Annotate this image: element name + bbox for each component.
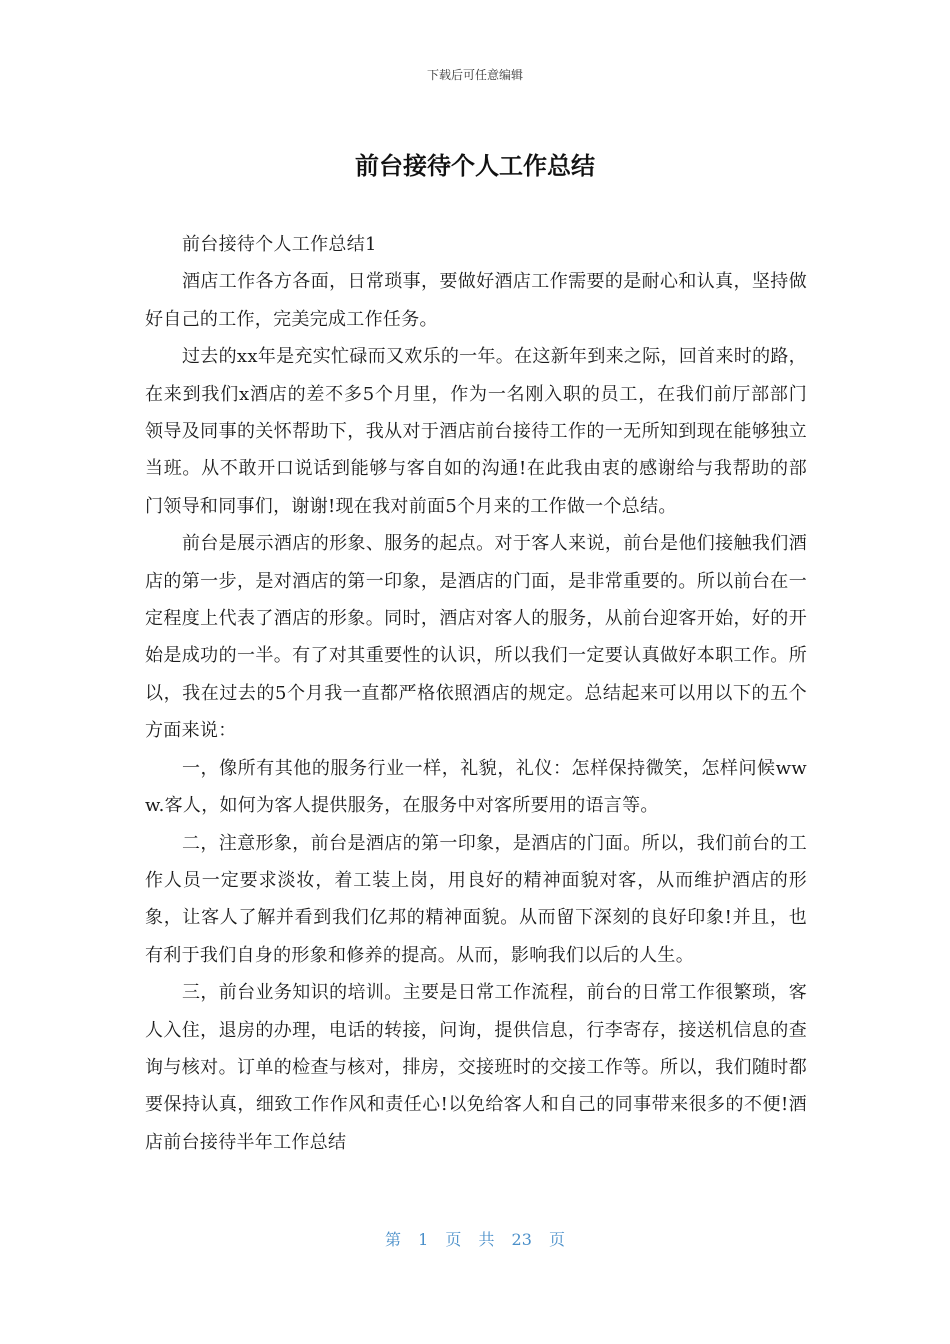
page-header: 下载后可任意编辑 xyxy=(426,68,523,82)
page-number-footer: 第 1 页 共 23 页 xyxy=(385,1230,565,1249)
paragraph: 酒店工作各方各面，日常琐事，要做好酒店工作需要的是耐心和认真，坚持做好自己的工作，完美完成工作任务。 xyxy=(145,271,807,330)
paragraph: 过去的xx年是充实忙碌而又欢乐的一年。在这新年到来之际，回首来时的路，在来到我们x酒店的差不多5个月里，作为一名刚入职的员工，在我们前厅部部门领导及同事的关怀帮助下，我从对于酒店前台接待工作的一无所知到现在能够独立当班。从不敢开口说话到能够与客自如的沟通!在此我由衷的感谢给与我帮助的部门领导和同事们，谢谢!现在我对前面5个月来的工作做一个总结。 xyxy=(145,346,807,517)
paragraph: 二，注意形象，前台是酒店的第一印象，是酒店的门面。所以，我们前台的工作人员一定要求淡妆，着工装上岗，用良好的精神面貌对客，从而维护酒店的形象，让客人了解并看到我们亿邦的精神面貌。从而留下深刻的良好印象!并且，也有利于我们自身的形象和修养的提高。从而，影响我们以后的人生。 xyxy=(145,832,807,966)
paragraph: 前台是展示酒店的形象、服务的起点。对于客人来说，前台是他们接触我们酒店的第一步，是对酒店的第一印象，是酒店的门面，是非常重要的。所以前台在一定程度上代表了酒店的形象。同时，酒店对客人的服务，从前台迎客开始，好的开始是成功的一半。有了对其重要性的认识，所以我们一定要认真做好本职工作。所以，我在过去的5个月我一直都严格依照酒店的规定。总结起来可以用以下的五个方面来说： xyxy=(145,533,807,742)
document-title: 前台接待个人工作总结 xyxy=(355,152,595,180)
paragraph-subtitle: 前台接待个人工作总结1 xyxy=(182,234,377,255)
paragraph: 一，像所有其他的服务行业一样，礼貌，礼仪：怎样保持微笑，怎样问候www.客人，如何为客人提供服务，在服务中对客所要用的语言等。 xyxy=(145,757,807,817)
paragraph: 三，前台业务知识的培训。主要是日常工作流程，前台的日常工作很繁琐，客人入住，退房的办理，电话的转接，问询，提供信息，行李寄存，接送机信息的查询与核对。订单的检查与核对，排房，交接班时的交接工作等。所以，我们随时都要保持认真，细致工作作风和责任心!以免给客人和自己的同事带来很多的不便!酒店前台接待半年工作总结 xyxy=(145,982,807,1153)
document-body xyxy=(145,226,807,1161)
